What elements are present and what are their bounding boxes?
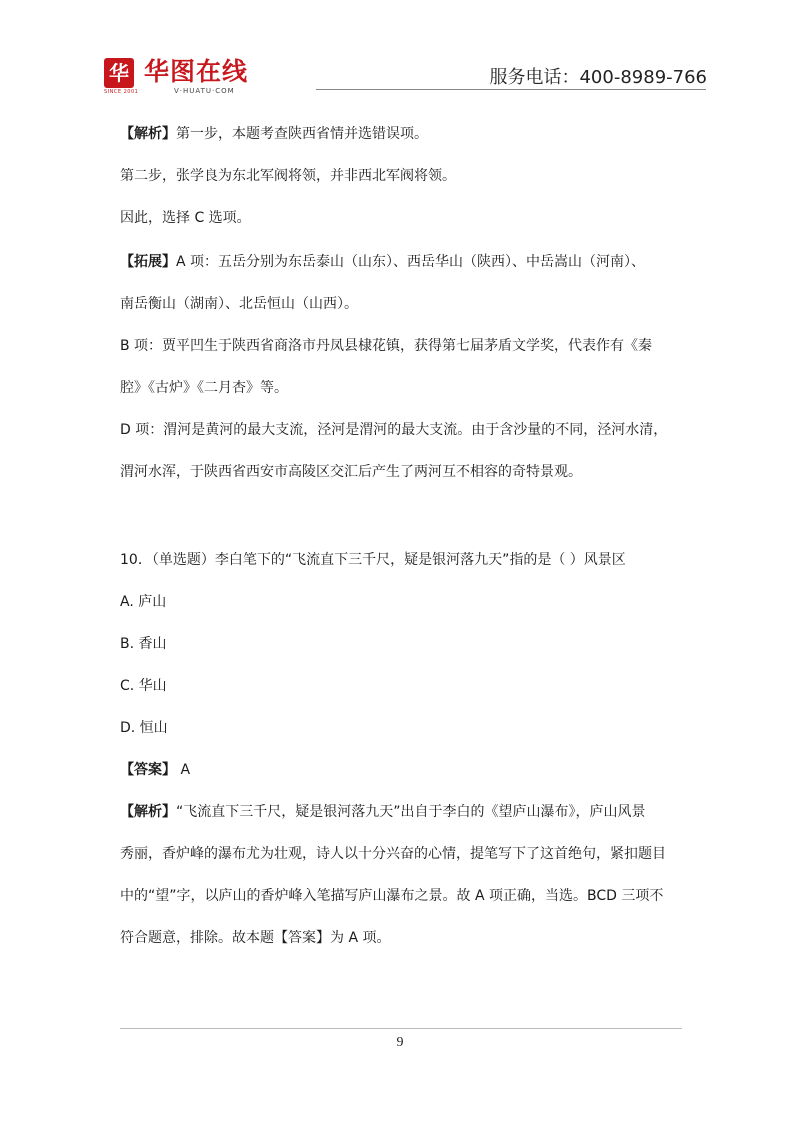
- option-d-note: D 项：渭河是黄河的最大支流，泾河是渭河的最大支流。由于含沙量的不同，泾河水清，: [120, 422, 668, 438]
- extension-line-2: 南岳衡山（湖南）、北岳恒山（山西）。: [120, 296, 358, 312]
- option-b-note: B 项：贾平凹生于陕西省商洛市丹凤县棣花镇，获得第七届茅盾文学奖，代表作有《秦: [120, 338, 653, 354]
- extension-text: A 项：五岳分别为东岳泰山（山东）、西岳华山（陕西）、中岳嵩山（河南）、: [176, 254, 646, 270]
- answer-tag: 【答案】: [120, 762, 176, 778]
- question-analysis-text: “飞流直下三千尺，疑是银河落九天”出自于李白的《望庐山瀑布》，庐山风景: [176, 804, 646, 820]
- option-a: A. 庐山: [120, 594, 167, 610]
- huatu-logo: [104, 58, 264, 98]
- analysis-paragraph: [120, 124, 428, 144]
- question-analysis-tag: 【解析】: [120, 804, 176, 820]
- option-d-note-cont: 渭河水浑，于陕西省西安市高陵区交汇后产生了两河互不相容的奇特景观。: [120, 464, 582, 480]
- footer-divider: [120, 1028, 682, 1029]
- question-analysis-line-2: 秀丽，香炉峰的瀑布尤为壮观，诗人以十分兴奋的心情，提笔写下了这首绝句，紧扣题目: [120, 846, 666, 862]
- logo-name: 华图在线: [144, 57, 249, 86]
- analysis-text: 第一步，本题考查陕西省情并选错误项。: [176, 126, 428, 142]
- question-analysis-line-4: 符合题意，排除。故本题【答案】为 A 项。: [120, 930, 391, 946]
- answer-line: [120, 760, 190, 780]
- step-two-paragraph: 第二步，张学良为东北军阀将领，并非西北军阀将领。: [120, 168, 456, 184]
- analysis-tag: 【解析】: [120, 126, 176, 142]
- conclusion-paragraph: 因此，选择 C 选项。: [120, 210, 251, 226]
- logo-mark-icon: 华: [104, 58, 134, 88]
- header-divider: [316, 89, 706, 90]
- question-stem: 10．（单选题）李白笔下的“飞流直下三千尺，疑是银河落九天”指的是（ ）风景区: [120, 552, 626, 568]
- question-analysis-line-3: 中的“望”字，以庐山的香炉峰入笔描写庐山瀑布之景。故 A 项正确，当选。BCD 三项不: [120, 888, 664, 904]
- logo-url: V·HUATU·COM: [174, 87, 235, 95]
- option-d: D. 恒山: [120, 720, 168, 736]
- question-analysis-line-1: [120, 802, 646, 822]
- logo-since: SINCE 2001: [104, 89, 139, 95]
- option-c: C. 华山: [120, 678, 167, 694]
- extension-paragraph: [120, 252, 645, 272]
- answer-value: A: [180, 762, 191, 778]
- page-number: 9: [396, 1035, 404, 1050]
- option-b: B. 香山: [120, 636, 167, 652]
- extension-tag: 【拓展】: [120, 254, 176, 270]
- option-b-note-cont: 腔》《古炉》《二月杏》等。: [120, 380, 288, 396]
- page-header: [0, 0, 800, 100]
- service-phone: 服务电话：400-8989-766: [489, 67, 707, 88]
